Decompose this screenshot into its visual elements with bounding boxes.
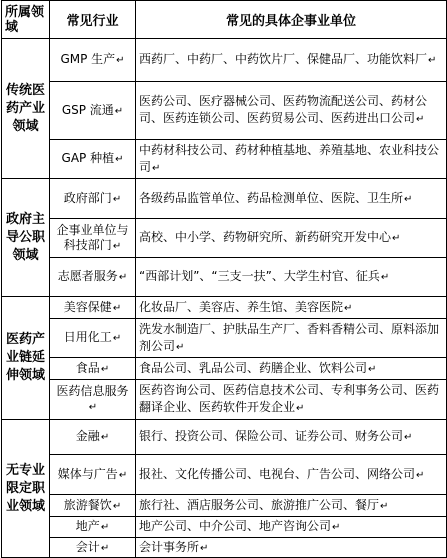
industry-cell: 会计↵ xyxy=(50,538,136,558)
units-cell: 医药公司、医疗器械公司、医药物流配送公司、药材公司、医药连锁公司、医药贸易公司、医药进出口公司↵ xyxy=(136,82,447,140)
return-mark-icon: ↵ xyxy=(152,162,161,174)
return-mark-icon: ↵ xyxy=(332,522,341,533)
units-cell: 报社、文化传播公司、电视台、广告公司、网络公司↵ xyxy=(136,455,447,495)
units-cell: 西药厂、中药厂、中药饮片厂、保健品厂、功能饮料厂↵ xyxy=(136,39,447,82)
table-row xyxy=(2,358,447,380)
return-mark-icon: ↵ xyxy=(112,302,122,314)
table-row xyxy=(2,380,447,420)
domain-cell: 传统医药产业领域 xyxy=(2,39,50,179)
table-row xyxy=(2,82,447,140)
return-mark-icon: ↵ xyxy=(176,341,185,353)
return-mark-icon: ↵ xyxy=(115,154,124,165)
units-cell: 食品公司、乳品公司、药膳企业、饮料公司↵ xyxy=(136,358,447,380)
units-cell: 各级药品监管单位、药品检测单位、医院、卫生所↵ xyxy=(136,179,447,219)
return-mark-icon: ↵ xyxy=(116,55,125,66)
return-mark-icon: ↵ xyxy=(368,363,377,375)
return-mark-icon: ↵ xyxy=(380,272,390,283)
units-cell: 旅行社、酒店服务公司、旅游推广公司、餐厅↵ xyxy=(136,495,447,517)
units-cell: “西部计划”、“三支一扶”、大学生村官、征兵↵ xyxy=(136,258,447,297)
table-row xyxy=(2,140,447,179)
units-cell: 地产公司、中介公司、地产咨询公司↵ xyxy=(136,517,447,538)
industry-cell: 金融↵ xyxy=(50,420,136,455)
return-mark-icon: ↵ xyxy=(112,240,122,252)
industry-cell: 日用化工↵ xyxy=(50,319,136,358)
industry-cell: 食品↵ xyxy=(50,358,136,380)
table-row xyxy=(2,258,447,297)
industry-cell: 媒体与广告↵ xyxy=(50,455,136,495)
units-cell: 会计事务所↵ xyxy=(136,538,447,558)
return-mark-icon: ↵ xyxy=(88,402,98,413)
units-cell: 化妆品厂、美容店、养生馆、美容医院↵ xyxy=(136,297,447,319)
return-mark-icon: ↵ xyxy=(100,522,110,533)
industry-cell: 医药信息服务↵ xyxy=(50,380,136,420)
return-mark-icon: ↵ xyxy=(118,272,128,283)
table-row xyxy=(2,219,447,258)
table-row xyxy=(2,455,447,495)
return-mark-icon: ↵ xyxy=(416,469,425,481)
return-mark-icon: ↵ xyxy=(404,432,413,443)
career-table xyxy=(1,0,447,558)
units-cell: 中药材科技公司、药材种植基地、养殖基地、农业科技公司↵ xyxy=(136,140,447,179)
return-mark-icon: ↵ xyxy=(112,193,122,205)
units-cell: 银行、投资公司、保险公司、证券公司、财务公司↵ xyxy=(136,420,447,455)
header-row xyxy=(2,1,447,39)
units-cell: 洗发水制造厂、护肤品生产厂、香料香精公司、原料添加剂公司↵ xyxy=(136,319,447,358)
return-mark-icon: ↵ xyxy=(118,469,128,481)
table-row xyxy=(2,319,447,358)
header-industry: 常见行业 xyxy=(50,1,136,39)
table-row xyxy=(2,495,447,517)
return-mark-icon: ↵ xyxy=(200,542,209,554)
table-row xyxy=(2,538,447,558)
industry-cell: 政府部门↵ xyxy=(50,179,136,219)
return-mark-icon: ↵ xyxy=(416,114,425,125)
return-mark-icon: ↵ xyxy=(112,333,122,344)
industry-cell: 地产↵ xyxy=(50,517,136,538)
industry-cell: 美容保健↵ xyxy=(50,297,136,319)
units-cell: 医药咨询公司、医药信息技术公司、专利事务公司、医药翻译企业、医药软件开发企业↵ xyxy=(136,380,447,420)
industry-cell: 企事业单位与科技部门↵ xyxy=(50,219,136,258)
industry-cell: 志愿者服务↵ xyxy=(50,258,136,297)
return-mark-icon: ↵ xyxy=(392,233,401,244)
return-mark-icon: ↵ xyxy=(404,193,413,205)
table-row xyxy=(2,517,447,538)
domain-cell: 政府主导公职领域 xyxy=(2,179,50,297)
industry-cell: 旅游餐饮↵ xyxy=(50,495,136,517)
industry-cell: GAP 种植↵ xyxy=(50,140,136,179)
return-mark-icon: ↵ xyxy=(344,302,353,314)
return-mark-icon: ↵ xyxy=(380,500,389,512)
return-mark-icon: ↵ xyxy=(296,403,305,414)
return-mark-icon: ↵ xyxy=(112,500,122,512)
domain-cell: 医药产业链延伸领域 xyxy=(2,297,50,420)
return-mark-icon: ↵ xyxy=(100,542,110,554)
industry-cell: GMP 生产↵ xyxy=(50,39,136,82)
table-row xyxy=(2,420,447,455)
domain-cell: 无专业限定职业领域 xyxy=(2,420,50,558)
table-row xyxy=(2,39,447,82)
return-mark-icon: ↵ xyxy=(100,363,110,375)
header-domain: 所属领域 xyxy=(2,1,50,39)
header-units: 常见的具体企事业单位 xyxy=(136,1,447,39)
return-mark-icon: ↵ xyxy=(428,55,437,66)
units-cell: 高校、中小学、药物研究所、新药研究开发中心↵ xyxy=(136,219,447,258)
return-mark-icon: ↵ xyxy=(100,432,110,443)
industry-cell: GSP 流通↵ xyxy=(50,82,136,140)
table-row xyxy=(2,297,447,319)
return-mark-icon: ↵ xyxy=(114,105,124,117)
table-row xyxy=(2,179,447,219)
